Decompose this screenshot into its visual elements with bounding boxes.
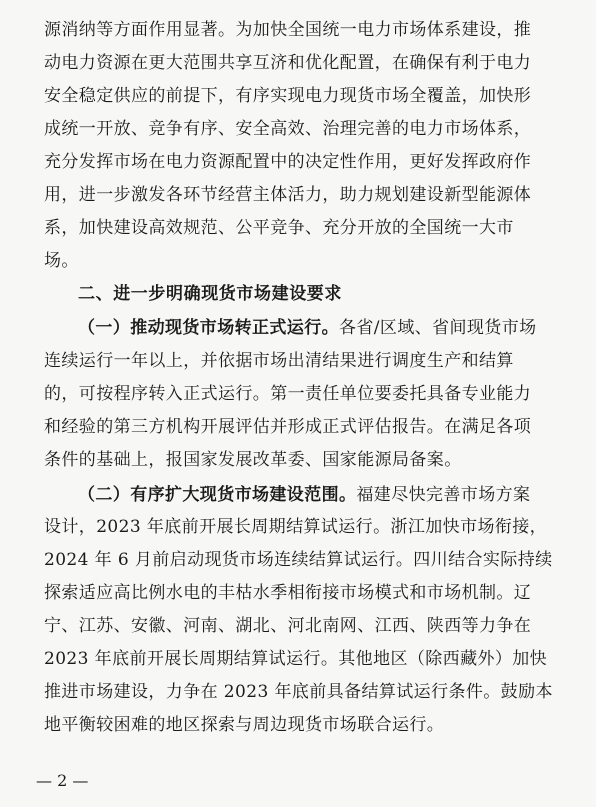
paragraph-line: 系，加快建设高效规范、公平竞争、充分开放的全国统一大市 (44, 218, 514, 238)
subsection-first-line (78, 318, 588, 338)
subsection-title: （一）推动现货市场转正式运行。 (78, 318, 339, 338)
paragraph-line: 地平衡较困难的地区探索与周边现货市场联合运行。 (44, 715, 445, 735)
paragraph-line: 场。 (44, 251, 79, 271)
paragraph-line: 宁、江苏、安徽、河南、湖北、河北南网、江西、陕西等力争在 (44, 616, 532, 636)
paragraph-line: 条件的基础上，报国家发展改革委、国家能源局备案。 (44, 450, 462, 470)
subsection-text: 各省/区域、省间现货市场 (339, 318, 537, 338)
paragraph-line: 的，可按程序转入正式运行。第一责任单位要委托具备专业能力 (44, 384, 532, 404)
paragraph-line: 2024 年 6 月前启动现货市场连续结算试运行。四川结合实际持续 (44, 550, 553, 570)
paragraph-line: 设计，2023 年底前开展长周期结算试运行。浙江加快市场衔接， (44, 517, 548, 537)
paragraph-line: 充分发挥市场在电力资源配置中的决定性作用，更好发挥政府作 (44, 152, 532, 172)
paragraph-line: 和经验的第三方机构开展评估并形成正式评估报告。在满足各项 (44, 417, 532, 437)
page-number: — 2 — (36, 771, 89, 790)
paragraph-line: 源消纳等方面作用显著。为加快全国统一电力市场体系建设，推 (44, 20, 532, 40)
subsection-first-line (78, 485, 588, 505)
paragraph-line: 动电力资源在更大范围共享互济和优化配置，在确保有利于电力 (44, 53, 532, 73)
paragraph-line: 连续运行一年以上，并依据市场出清结果进行调度生产和结算 (44, 351, 514, 371)
paragraph-line: 2023 年底前开展长周期结算试运行。其他地区（除西藏外）加快 (44, 649, 548, 669)
section-heading: 二、进一步明确现货市场建设要求 (78, 284, 342, 304)
paragraph-line: 推进市场建设，力争在 2023 年底前具备结算试运行条件。鼓励本 (44, 682, 553, 702)
paragraph-line: 用，进一步激发各环节经营主体活力，助力规划建设新型能源体 (44, 185, 532, 205)
paragraph-line: 安全稳定供应的前提下，有序实现电力现货市场全覆盖，加快形 (44, 86, 532, 106)
subsection-text: 福建尽快完善市场方案 (356, 485, 531, 505)
paragraph-line: 探索适应高比例水电的丰枯水季相衔接市场模式和市场机制。辽 (44, 583, 532, 603)
paragraph-line: 成统一开放、竞争有序、安全高效、治理完善的电力市场体系， (44, 119, 532, 139)
subsection-title: （二）有序扩大现货市场建设范围。 (78, 485, 357, 505)
